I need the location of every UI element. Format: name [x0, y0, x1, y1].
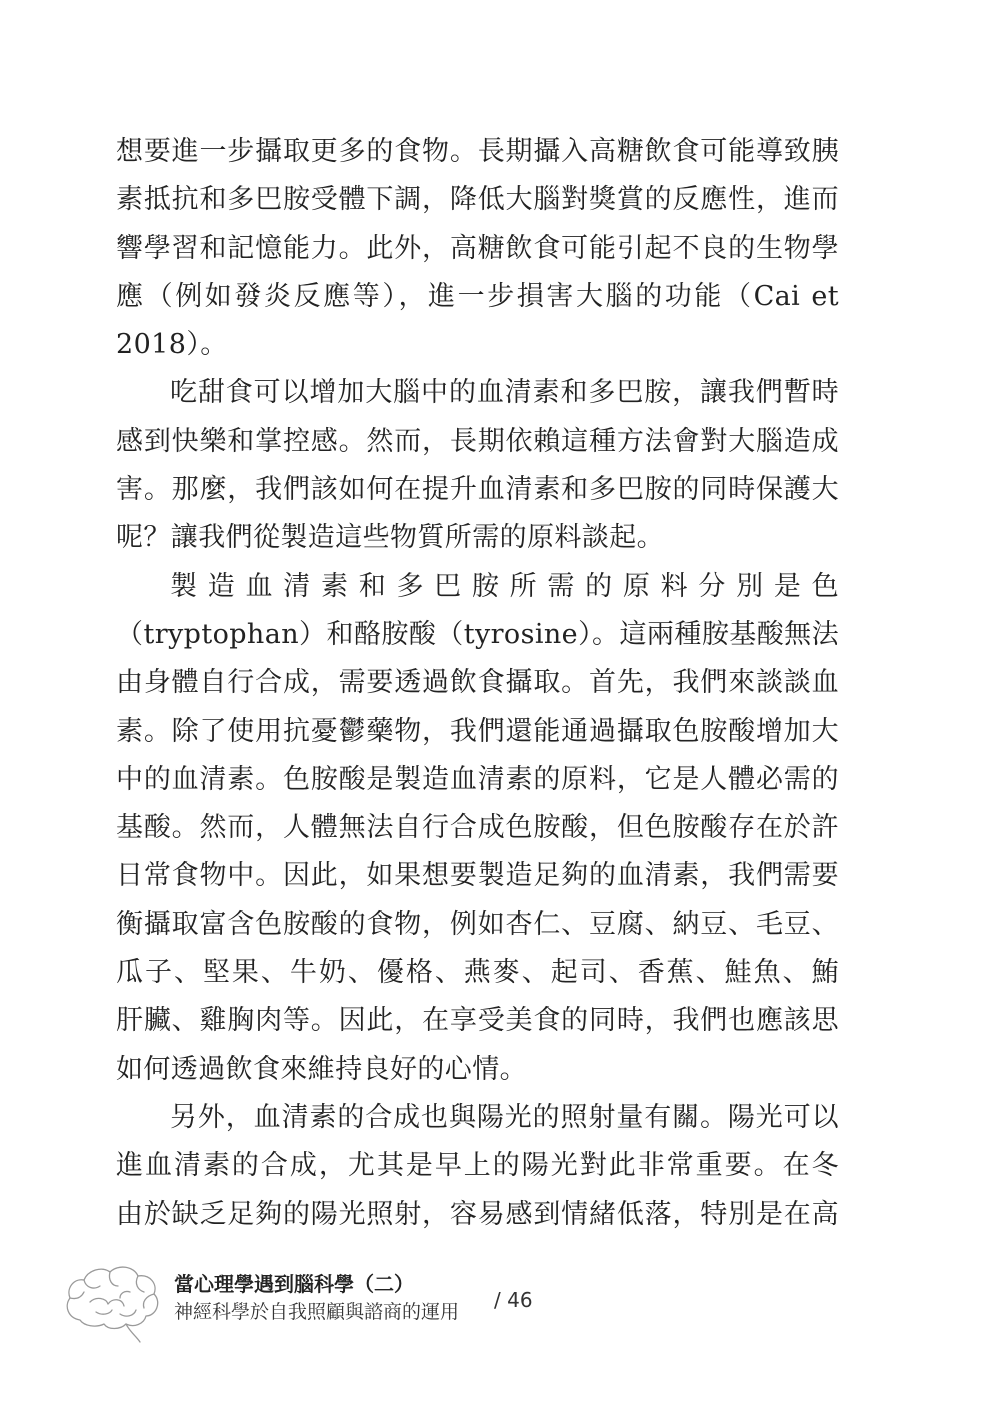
text-line: 應（例如發炎反應等），進一步損害大腦的功能（Cai et: [116, 280, 839, 312]
text-line: 衡攝取富含色胺酸的食物，例如杏仁、豆腐、納豆、毛豆、: [116, 908, 839, 940]
brain-outline-icon: [60, 1262, 170, 1344]
text-line: 中的血清素。色胺酸是製造血清素的原料，它是人體必需的: [116, 763, 839, 795]
text-line: 吃甜食可以增加大腦中的血清素和多巴胺，讓我們暫時: [170, 377, 839, 409]
body-text: [116, 128, 839, 1239]
text-line: 響學習和記憶能力。此外，高糖飲食可能引起不良的生物學: [116, 232, 839, 264]
text-line: 肝臟、雞胸肉等。因此，在享受美食的同時，我們也應該思: [116, 1005, 839, 1037]
text-line: 另外，血清素的合成也與陽光的照射量有關。陽光可以: [170, 1101, 839, 1133]
text-line: 由身體自行合成，需要透過飲食攝取。首先，我們來談談血: [116, 667, 839, 699]
text-line: 進血清素的合成，尤其是早上的陽光對此非常重要。在冬: [116, 1150, 839, 1182]
paragraph: [116, 128, 839, 369]
text-line: 害。那麼，我們該如何在提升血清素和多巴胺的同時保護大: [116, 474, 839, 506]
page-footer: [60, 1262, 760, 1352]
text-line: 素。除了使用抗憂鬱藥物，我們還能通過攝取色胺酸增加大: [116, 715, 839, 747]
page-number: / 46: [494, 1288, 533, 1312]
text-line: 如何透過飲食來維持良好的心情。: [116, 1053, 527, 1085]
book-subtitle: 神經科學於自我照顧與諮商的運用: [174, 1301, 460, 1323]
text-line: 日常食物中。因此，如果想要製造足夠的血清素，我們需要: [116, 860, 839, 892]
text-line: 呢？讓我們從製造這些物質所需的原料談起。: [116, 522, 664, 554]
text-line: 基酸。然而，人體無法自行合成色胺酸，但色胺酸存在於許: [116, 812, 839, 844]
book-title: 當心理學遇到腦科學（二）: [174, 1272, 414, 1296]
text-line: 由於缺乏足夠的陽光照射，容易感到情緒低落，特別是在高: [116, 1198, 839, 1230]
paragraph: [116, 563, 839, 1094]
paragraph: [116, 369, 839, 562]
text-line: 想要進一步攝取更多的食物。長期攝入高糖飲食可能導致胰: [116, 136, 839, 167]
text-line: 製 造 血 清 素 和 多 巴 胺 所 需 的 原 料 分 別 是 色: [170, 570, 839, 602]
text-line: 感到快樂和掌控感。然而，長期依賴這種方法會對大腦造成: [116, 425, 839, 457]
paragraph: [116, 1094, 839, 1239]
text-line: 2018）。: [116, 329, 228, 361]
text-line: （tryptophan）和酪胺酸（tyrosine）。這兩種胺基酸無法: [116, 618, 839, 650]
text-line: 素抵抗和多巴胺受體下調，降低大腦對獎賞的反應性，進而: [116, 184, 839, 216]
text-line: 瓜子、堅果、牛奶、優格、燕麥、起司、香蕉、鮭魚、鮪: [116, 957, 839, 989]
